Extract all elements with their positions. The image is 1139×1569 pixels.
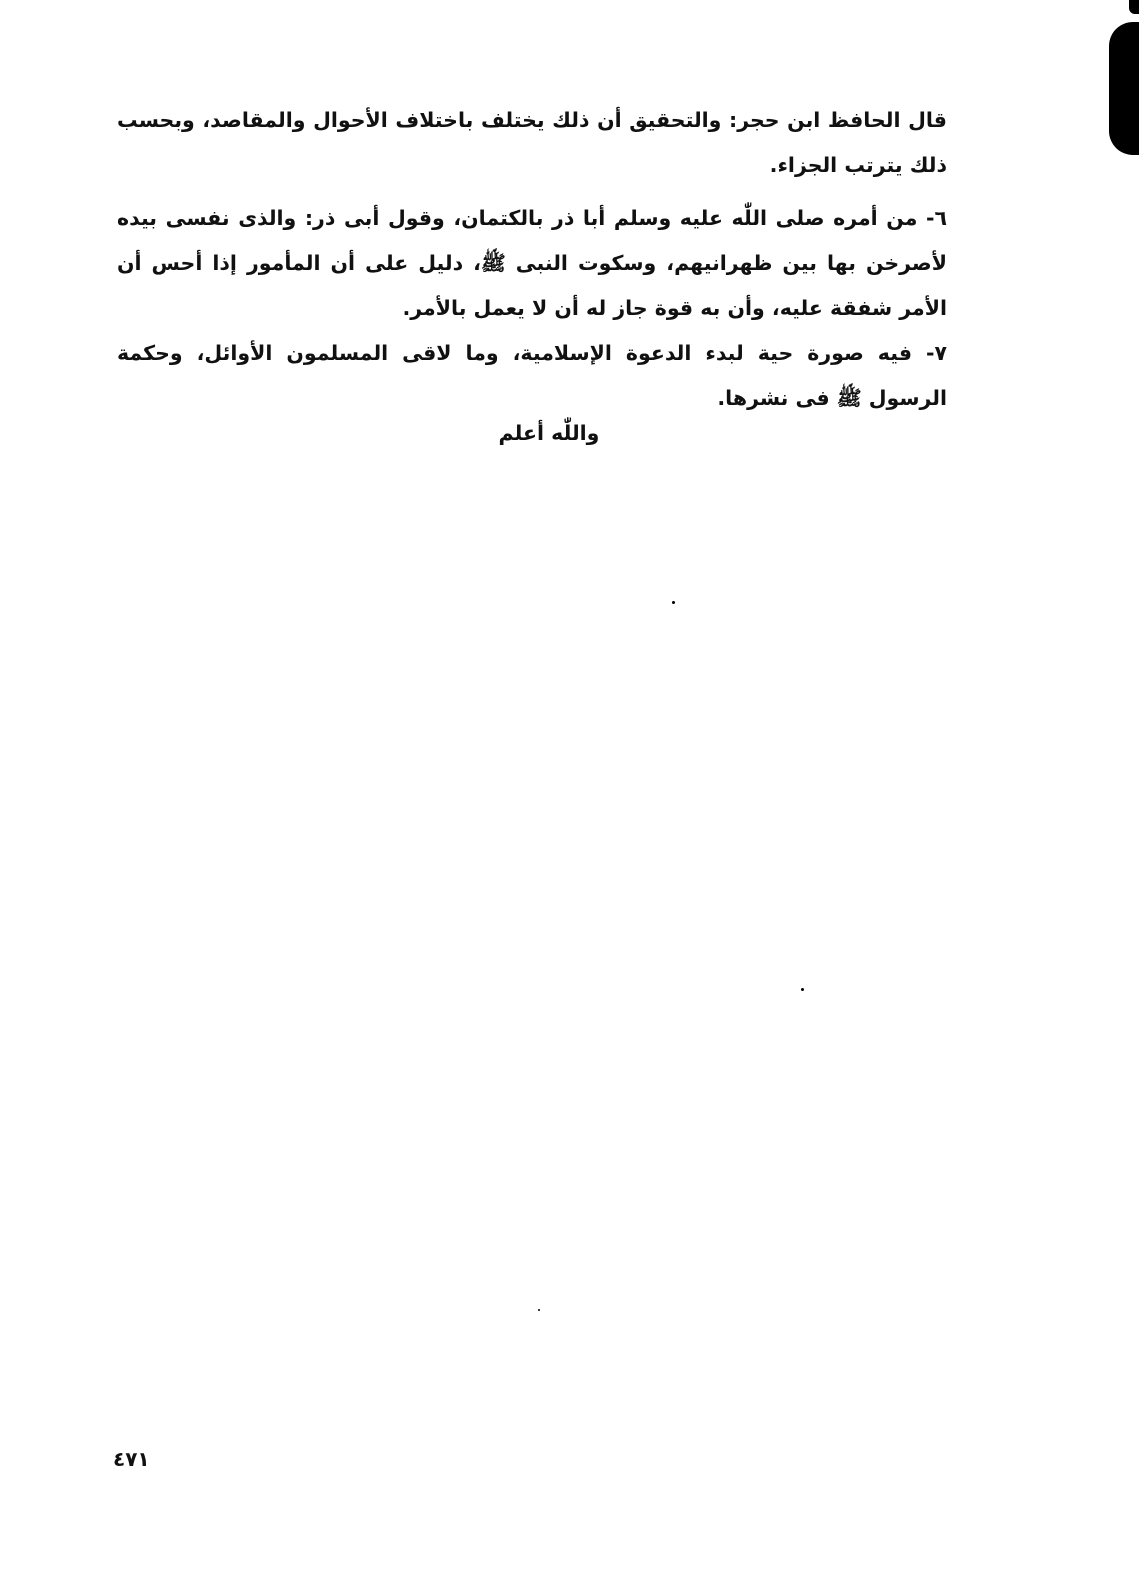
- item-number: ٦-: [925, 206, 947, 230]
- paragraph-item-7: [117, 331, 947, 421]
- paragraph-text: من أمره صلى اللّٰه عليه وسلم أبا ذر بالكتمان، وقول أبى ذر: والذى نفسى بيده لأصرخن بها بين ظهرانيهم، وسكوت النبى ﷺ، دليل على أن المأمور إذا أحس أن الأمر شفقة عليه، وأن به قوة جاز له أن لا يعمل بالأمر.: [117, 206, 947, 320]
- paragraph-text: قال الحافظ ابن حجر: والتحقيق أن ذلك يختلف باختلاف الأحوال والمقاصد، وبحسب ذلك يترتب الجزاء.: [117, 108, 947, 177]
- paragraph-ibn-hajar-quote: [117, 98, 947, 188]
- page-number: ٤٧١: [113, 1447, 150, 1471]
- binding-edge-shadow: [1109, 22, 1139, 155]
- item-number: ٧-: [925, 341, 948, 365]
- scan-speck: [801, 988, 804, 991]
- scan-speck: [538, 1309, 540, 1311]
- closing-phrase: واللّٰه أعلم: [498, 421, 600, 445]
- paragraph-text: فيه صورة حية لبدء الدعوة الإسلامية، وما لاقى المسلمون الأوائل، وحكمة الرسول ﷺ فى نشرها.: [117, 341, 947, 410]
- corner-scan-mark: [1129, 0, 1139, 14]
- scan-speck: [672, 601, 675, 604]
- paragraph-item-6: [117, 196, 947, 331]
